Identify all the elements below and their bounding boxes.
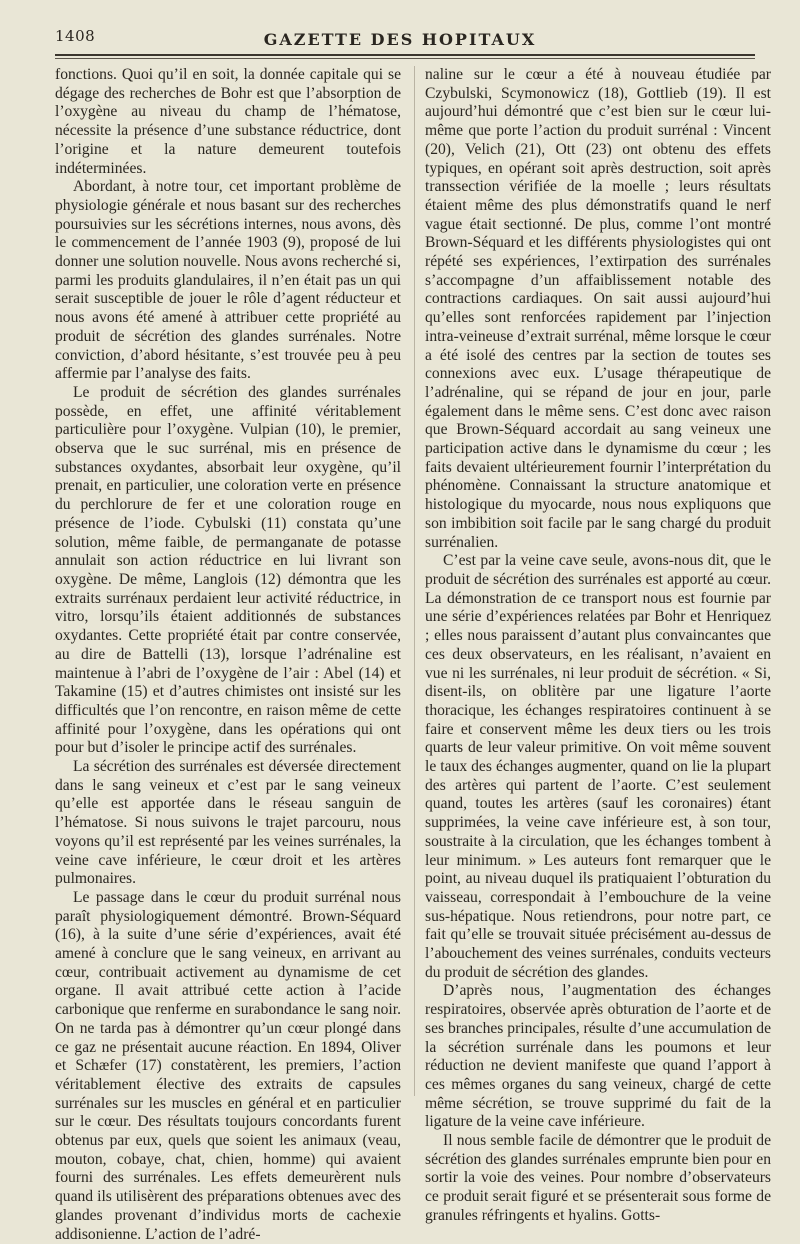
header-rule-thin xyxy=(55,58,755,59)
left-column xyxy=(55,66,401,1244)
right-column xyxy=(425,66,771,1226)
header-rule-thick xyxy=(55,54,755,56)
column-divider xyxy=(414,66,415,1096)
paragraph: La sécrétion des surrénales est déversée directement dans le sang veineux et c’est par le sang veineux qu’elle est apportée dans le réseau sanguin de l’hématose. Si nous suivons le trajet parcouru, nous voyons qu’il est représenté par les veines surrénales, la veine cave inférieure, le cœur droit et les artères pulmonaires. xyxy=(55,758,401,888)
paragraph: Abordant, à notre tour, cet important problème de physiologie générale et nous basant sur des recherches poursuivies sur les sécrétions internes, nous avons, dès le commencement de l’année 1903 (9), proposé de lui donner une solution nouvelle. Nous avons recherché si, parmi les produits glandulaires, il n’en était pas un qui serait susceptible de jouer le rôle d’agent réducteur et nous avons été amené à attribuer cette propriété au produit de sécrétion des glandes surrénales. Notre conviction, d’abord hésitante, s’est trouvée peu à peu affermie par l’analyse des faits. xyxy=(55,178,401,383)
paragraph: Il nous semble facile de démontrer que le produit de sécrétion des glandes surrénales emprunte bien pour en sortir la voie des veines. Pour nombre d’observateurs ce produit serait figuré et se présenterait sous forme de granules réfringents et hyalins. Gotts- xyxy=(425,1132,771,1224)
paragraph: C’est par la veine cave seule, avons-nous dit, que le produit de sécrétion des surrénales est apporté au cœur. La démonstration de ce transport nous est fournie par une série d’expériences relatées par Bohr et Henriquez ; elles nous paraissent d’autant plus convaincantes que ces deux observateurs, en les réalisant, n’avaient en vue ni les surrénales, ni leur produit de sécrétion. « Si, disent-ils, on oblitère par une ligature l’aorte thoracique, les échanges respiratoires continuent à se faire et conservent même les deux tiers ou les trois quarts de leur valeur primitive. On voit même souvent le taux des échanges augmenter, quand on lie la plupart des artères qui partent de l’aorte. C’est seulement quand, toutes les artères (sauf les coronaires) étant supprimées, la veine cave inférieure est, à son tour, soustraite à la circulation, que les échanges tombent à leur minimum. » Les auteurs font remarquer que le point, au niveau duquel ils pratiquaient l’obturation du vaisseau, correspondait à l’embouchure de la veine sus-hépatique. Nous retiendrons, pour notre part, ce fait qu’elle se trouvait située précisément au-dessus de l’abouchement des veines surrénales, conduits vecteurs du produit de sécrétion des glandes. xyxy=(425,552,771,981)
paragraph: Le passage dans le cœur du produit surrénal nous paraît physiologiquement démontré. Brown-Séquard (16), à la suite d’une série d’expériences, avait été amené à conclure que le sang veineux, en arrivant au cœur, contribuait activement au dynamisme de cet organe. Il avait attribué cette action à l’acide carbonique que renferme en surabondance le sang noir. On ne tarda pas à démontrer qu’un cœur plongé dans ce gaz ne présentait aucune réaction. En 1894, Oliver et Schæfer (17) constatèrent, les premiers, l’action véritablement élective des extraits de capsules surrénales sur les muscles en général et en particulier sur le cœur. Des résultats toujours concordants furent obtenus par eux, quels que soient les animaux (veau, mouton, cobaye, chat, chien, homme) qui avaient fourni des surrénales. Les effets demeurèrent nuls quand ils utilisèrent des préparations obtenues avec des glandes provenant d’individus morts de cachexie addisonienne. L’action de l’adré- xyxy=(55,888,401,1243)
paragraph: fonctions. Quoi qu’il en soit, la donnée capitale qui se dégage des recherches de Bohr est que l’absorption de l’oxygène au niveau du champ de l’hématose, nécessite la présence d’une substance réductrice, dont l’origine et la nature demeurent toutefois indéterminées. xyxy=(55,66,401,177)
page-number: 1408 xyxy=(55,27,96,45)
journal-title: GAZETTE DES HOPITAUX xyxy=(263,30,537,49)
paragraph: D’après nous, l’augmentation des échanges respiratoires, observée après obturation de l’aorte et de ses branches principales, résulte d’une accumulation de la sécrétion surrénale dans les poumons et leur réduction ne devient manifeste que quand l’apport à ces mêmes organes du sang veineux, chargé de cette même sécrétion, se trouve supprimé du fait de la ligature de la veine cave inférieure. xyxy=(425,982,771,1131)
paragraph: Le produit de sécrétion des glandes surrénales possède, en effet, une affinité véritablement particulière pour l’oxygène. Vulpian (10), le premier, observa que le suc surrénal, mis en présence de substances oxydantes, absorbait leur oxygène, qu’il prenait, en particulier, une coloration verte en présence du perchlorure de fer et une coloration rouge en présence de l’iode. Cybulski (11) constata qu’une solution, même faible, de permanganate de potasse annulait son action réductrice en lui livrant son oxygène. De même, Langlois (12) démontra que les extraits surrénaux perdaient leur activité réductrice, in vitro, lorsqu’ils étaient additionnés de substances oxydantes. Cette propriété était par contre conservée, au dire de Battelli (13), lorsque l’adrénaline est maintenue à l’abri de l’oxygène de l’air : Abel (14) et Takamine (15) et d’autres chimistes ont insisté sur les difficultés que l’on rencontre, en raison même de cette affinité pour l’oxygène, dans les opérations qui ont pour but d’isoler le principe actif des surrénales. xyxy=(55,383,401,757)
paragraph: naline sur le cœur a été à nouveau étudiée par Czybulski, Scymonowicz (18), Gottlieb (19). Il est aujourd’hui démontré que c’est bien sur le cœur lui-même que porte l’action du produit surrénal : Vincent (20), Velich (21), Ott (23) ont obtenu des effets typiques, en opérant soit après destruction, soit après transsection vérifiée de la moelle ; leurs résultats étaient même des plus démonstratifs quand le nerf vague était sectionné. De plus, comme l’ont montré Brown-Séquard et les différents physiologistes qui ont répété ses expériences, l’extirpation des surrénales s’accompagne d’un affaiblissement notable des contractions cardiaques. On sait aussi aujourd’hui qu’elles sont renforcées rapidement par l’injection intra-veineuse d’extrait surrénal, même lorsque le cœur a été isolé des centres par la section de toutes ses connexions avec eux. L’usage thérapeutique de l’adrénaline, qui se répand de jour en jour, parle également dans le même sens. C’est donc avec raison que Brown-Séquard accordait au sang veineux une participation active dans le dynamisme du cœur ; les faits devaient ultérieurement fournir l’interprétation du phénomène. Connaissant la structure anatomique et histologique du myocarde, nous nous expliquons que son imbibition soit facile par le sang chargé du produit surrénalien. xyxy=(425,66,771,551)
